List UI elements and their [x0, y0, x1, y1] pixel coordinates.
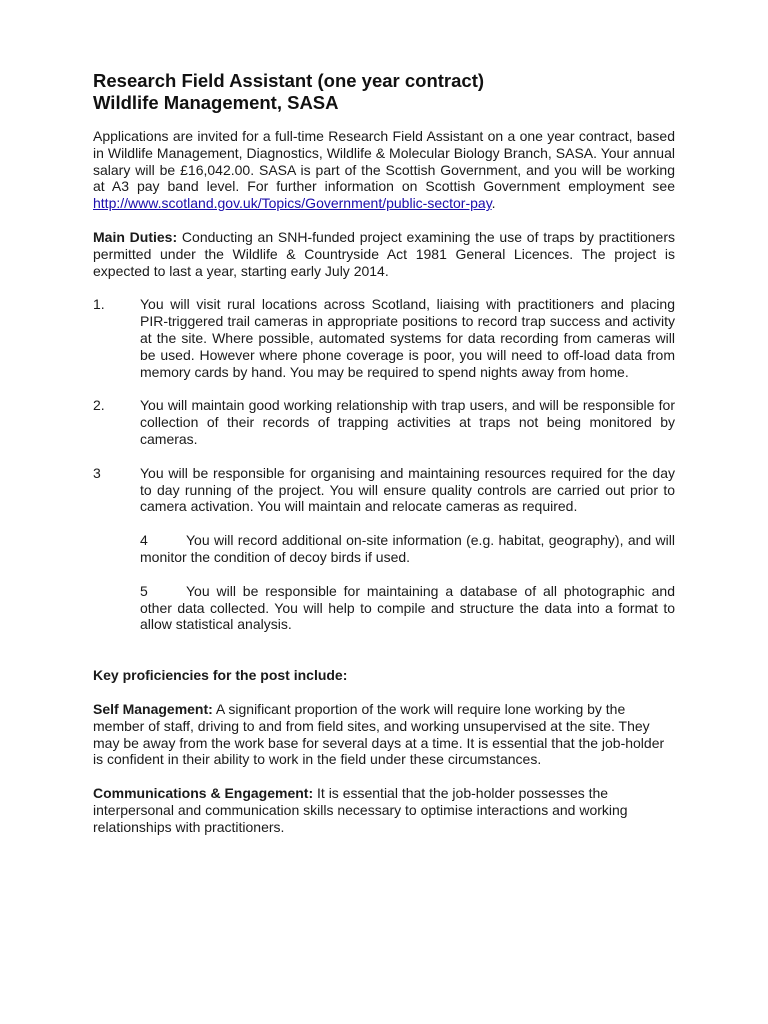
job-title-line1: Research Field Assistant (one year contract)	[93, 70, 485, 91]
main-duties-text: Conducting an SNH-funded project examining the use of traps by practitioners permitted under the Wildlife & Countryside Act 1981 General Licences. The project is expected to last a year, starting early July 2014.	[93, 228, 676, 279]
pay-info-link[interactable]: http://www.scotland.gov.uk/Topics/Government/public-sector-pay	[93, 195, 492, 212]
duty-number: 5	[140, 582, 148, 599]
duty-number: 4	[140, 532, 148, 549]
document-body	[93, 70, 675, 836]
self-management-label: Self Management:	[93, 700, 213, 717]
duty-item-1	[93, 296, 675, 380]
duty-item-5	[140, 583, 675, 633]
duty-item-4	[140, 532, 675, 566]
main-duties-paragraph	[93, 229, 675, 279]
duty-text: You will record additional on-site information (e.g. habitat, geography), and will monitor the condition of decoy birds if used.	[140, 532, 675, 565]
duty-item-2	[93, 397, 675, 447]
job-title	[93, 70, 675, 114]
intro-paragraph	[93, 128, 675, 212]
key-proficiencies-heading: Key proficiencies for the post include:	[93, 667, 348, 684]
communications-paragraph	[93, 785, 668, 835]
self-management-paragraph	[93, 701, 668, 768]
duty-text: You will visit rural locations across Scotland, liaising with practitioners and placing PIR-triggered trail cameras in appropriate positions to record trap success and activity at the site. Where possible, automated systems for data recording from cameras will be used. However where phone coverage is poor, you will need to off-load data from memory cards by hand. You may be required to spend nights away from home.	[140, 296, 675, 380]
duty-text: You will be responsible for maintaining a database of all photographic and other data collected. You will help to compile and structure the data into a format to allow statistical analysis.	[140, 582, 675, 633]
main-duties-label: Main Duties:	[93, 228, 178, 245]
duty-item-3	[93, 465, 675, 515]
communications-text: It is essential that the job-holder possesses the interpersonal and communication skills necessary to optimise interactions and working relationships with practitioners.	[93, 785, 628, 835]
duty-number: 3	[93, 464, 101, 481]
duty-number: 2.	[93, 397, 105, 414]
duty-text: You will be responsible for organising and maintaining resources required for the day to day running of the project. You will ensure quality controls are carried out prior to camera activation. You will maintain and relocate cameras as required.	[140, 464, 675, 515]
intro-period: .	[491, 195, 496, 212]
job-title-line2: Wildlife Management, SASA	[93, 92, 339, 113]
communications-label: Communications & Engagement:	[93, 785, 314, 802]
duty-text: You will maintain good working relationship with trap users, and will be responsible for collection of their records of trapping activities at traps not being monitored by cameras.	[140, 397, 675, 447]
duty-number: 1.	[93, 296, 105, 313]
intro-text: Applications are invited for a full-time Research Field Assistant on a one year contract, based in Wildlife Management, Diagnostics, Wildlife & Molecular Biology Branch, SASA. Your annual salary will be £16,042.00. SASA is part of the Scottish Government, and you will be working at A3 pay band level. For further information on Scottish Government employment see	[93, 128, 675, 195]
self-management-text: A significant proportion of the work will require lone working by the member of staff, driving to and from field sites, and working unsupervised at the site. They may be away from the work base for several days at a time. It is essential that the job-holder is confident in their ability to work in the field under these circumstances.	[93, 700, 665, 768]
